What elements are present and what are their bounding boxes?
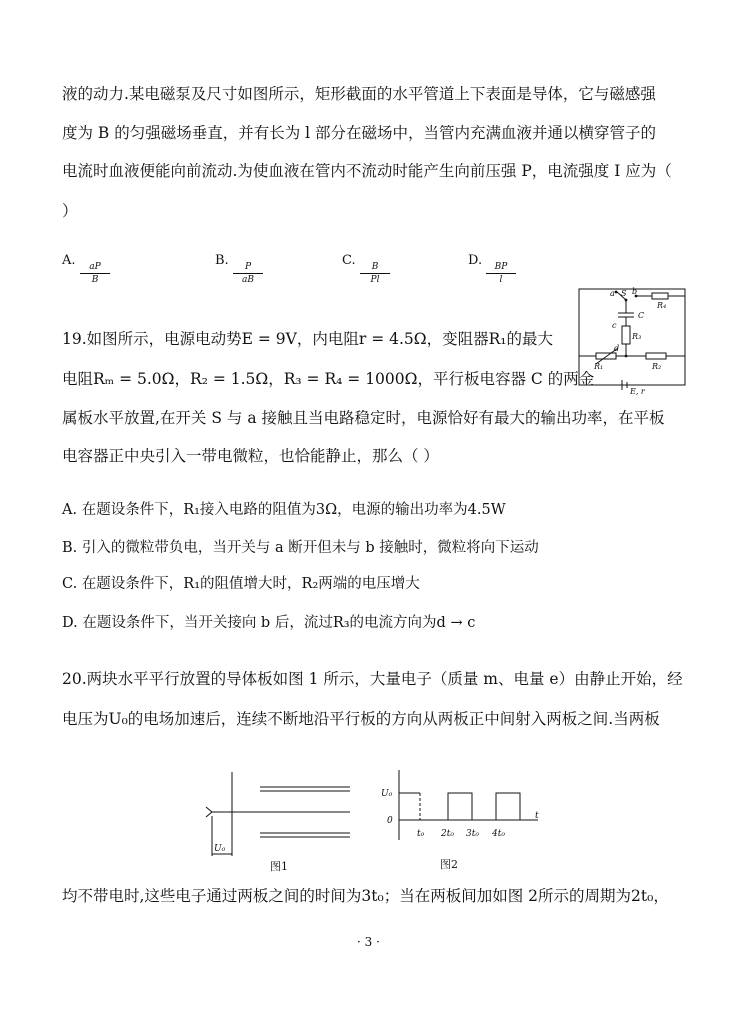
circuit-label-d: d (614, 344, 620, 353)
circuit-label-r4: R₄ (657, 301, 667, 310)
circuit-label-c-node: c (612, 321, 617, 330)
fig2-tick-2: 2t₀ (441, 829, 454, 839)
figure-2 (372, 768, 544, 876)
q20-line-2: 电压为U₀的电场加速后，连续不断地沿平行板的方向从两板正中间射入两板之间.当两板 (62, 710, 660, 728)
circuit-label-r1: R₁ (594, 362, 604, 371)
circuit-label-r2: R₂ (652, 362, 662, 371)
fig2-y-label: U₀ (381, 789, 393, 799)
fig2-zero-label: 0 (387, 816, 393, 826)
page-number: · 3 · (357, 935, 380, 949)
q19-line-4: 电容器正中央引入一带电微粒，也恰能静止，那么（ ） (62, 447, 439, 465)
circuit-label-er: E, r (630, 387, 645, 396)
fig2-axis-label: t (535, 811, 539, 821)
q19-line-2: 电阻Rₘ = 5.0Ω，R₂ = 1.5Ω，R₃ = R₄ = 1000Ω，平行板电容器 C 的两金 (62, 370, 595, 388)
q18-line-2: 度为 B 的匀强磁场垂直，并有长为 l 部分在磁场中，当管内充满血液并通以横穿管子的 (62, 124, 657, 142)
q20-line-3: 均不带电时,这些电子通过两板之间的时间为3t₀；当在两板间加如图 2所示的周期为2t₀， (62, 887, 669, 905)
fig1-caption: 图1 (270, 860, 288, 873)
q19-choice-c: C. 在题设条件下，R₁的阻值增大时，R₂两端的电压增大 (62, 576, 420, 592)
fig2-tick-1: t₀ (417, 829, 425, 839)
circuit-label-r3: R₃ (632, 332, 642, 341)
q19-choice-b: B. 引入的微粒带负电，当开关与 a 断开但未与 b 接触时，微粒将向下运动 (62, 540, 539, 556)
q18-line-3: 电流时血液便能向前流动.为使血液在管内不流动时能产生向前压强 P，电流强度 I 应为（ (62, 162, 672, 180)
circuit-label-s: S (621, 289, 627, 298)
fig1-voltage-label: U₀ (214, 844, 226, 854)
circuit-label-b: b (632, 287, 638, 296)
q18-line-1: 液的动力.某电磁泵及尺寸如图所示，矩形截面的水平管道上下表面是导体，它与磁感强 (62, 85, 656, 103)
q20-line-1: 20.两块水平平行放置的导体板如图 1 所示，大量电子（质量 m、电量 e）由静止开始，经 (62, 670, 683, 688)
fig2-tick-4: 4t₀ (492, 829, 505, 839)
q19-choice-a: A. 在题设条件下，R₁接入电路的阻值为3Ω，电源的输出功率为4.5W (62, 502, 506, 518)
circuit-diagram (572, 286, 688, 398)
q19-choice-d: D. 在题设条件下，当开关接向 b 后，流过R₃的电流方向为d → c (62, 615, 476, 631)
figure-1 (192, 770, 352, 876)
q18-line-4: ） (62, 202, 78, 220)
q19-line-3: 属板水平放置,在开关 S 与 a 接触且当电路稳定时，电源恰好有最大的输出功率，在平板 (62, 409, 665, 427)
q19-line-1: 19.如图所示，电源电动势E = 9V，内电阻r = 4.5Ω，变阻器R₁的最大 (62, 330, 553, 348)
circuit-label-c-cap: C (638, 311, 645, 320)
fig2-tick-3: 3t₀ (466, 829, 479, 839)
fig2-caption: 图2 (440, 858, 458, 871)
circuit-label-a: a (610, 289, 615, 298)
